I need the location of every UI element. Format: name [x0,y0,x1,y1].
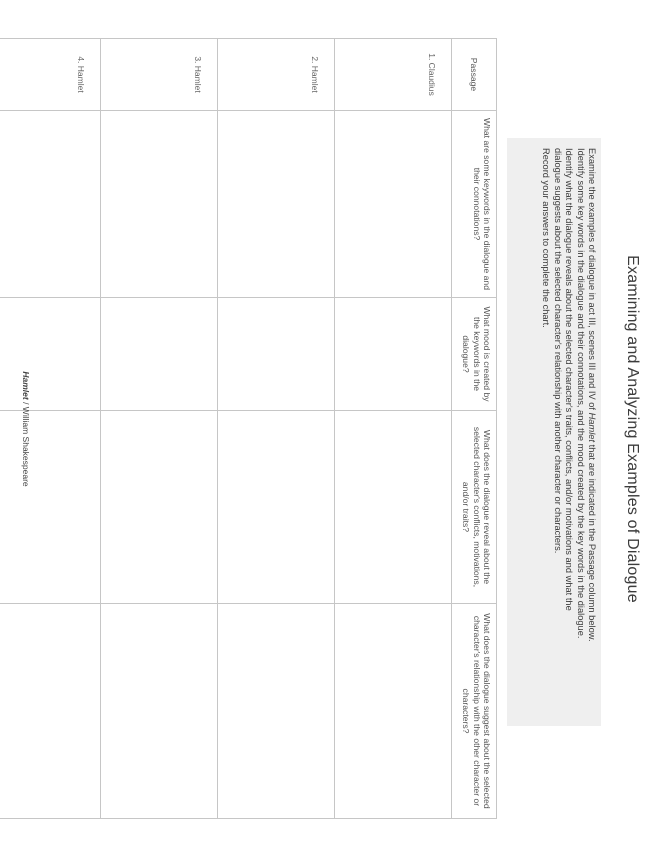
table-row [335,39,452,819]
reveal-answer-cell[interactable] [0,411,101,604]
mood-answer-cell[interactable] [0,298,101,411]
reveal-answer-cell[interactable] [218,411,335,604]
passage-cell: 1. Claudius [335,39,452,111]
instructions-line-5: Record your answers to complete the chart. [541,148,552,328]
page-footer [21,0,31,858]
chart-header-row [452,39,497,819]
passage-cell: 3. Hamlet [101,39,218,111]
header-relationship: What does the dialogue suggest about the selected character's relationship with the other character or characters? [452,604,497,819]
keywords-answer-cell[interactable] [0,111,101,298]
keywords-answer-cell[interactable] [101,111,218,298]
instructions-box [507,138,601,726]
relationship-answer-cell[interactable] [218,604,335,819]
reveal-answer-cell[interactable] [335,411,452,604]
instructions-line-1: Examine the examples of dialogue in act III, scenes III and IV of Hamlet that are indicated in the Passage column below. [587,148,597,642]
footer-separator: / [21,399,31,407]
table-row [101,39,218,819]
mood-answer-cell[interactable] [218,298,335,411]
header-mood: What mood is created by the keywords in the dialogue? [452,298,497,411]
passage-cell: 4. Hamlet [0,39,101,111]
relationship-answer-cell[interactable] [0,604,101,819]
footer-work-title: Hamlet [21,371,31,400]
instructions-line-4: dialogue suggests about the selected character's relationship with another character or characters. [552,148,563,554]
keywords-answer-cell[interactable] [218,111,335,298]
table-row [0,39,101,819]
table-row [218,39,335,819]
header-reveal: What does the dialogue reveal about the selected character's conflicts, motivations, and/or traits? [452,411,497,604]
relationship-answer-cell[interactable] [101,604,218,819]
dialogue-chart [0,38,497,819]
instructions-work-title: Hamlet [587,412,597,443]
relationship-answer-cell[interactable] [335,604,452,819]
page-title: Examining and Analyzing Examples of Dialogue [624,255,641,603]
instructions-line-2: Identify some key words in the dialogue and their connotations, and the mood created by the key words in the dialogue. [575,148,586,639]
keywords-answer-cell[interactable] [335,111,452,298]
footer-author: William Shakespeare [21,406,31,487]
reveal-answer-cell[interactable] [101,411,218,604]
mood-answer-cell[interactable] [335,298,452,411]
header-passage: Passage [452,39,497,111]
mood-answer-cell[interactable] [101,298,218,411]
instructions-line-3: Identify what the dialogue reveals about the selected character's traits, conflicts, and/or motivations and what the [564,148,575,611]
passage-cell: 2. Hamlet [218,39,335,111]
header-keywords: What are some keywords in the dialogue and their connotations? [452,111,497,298]
